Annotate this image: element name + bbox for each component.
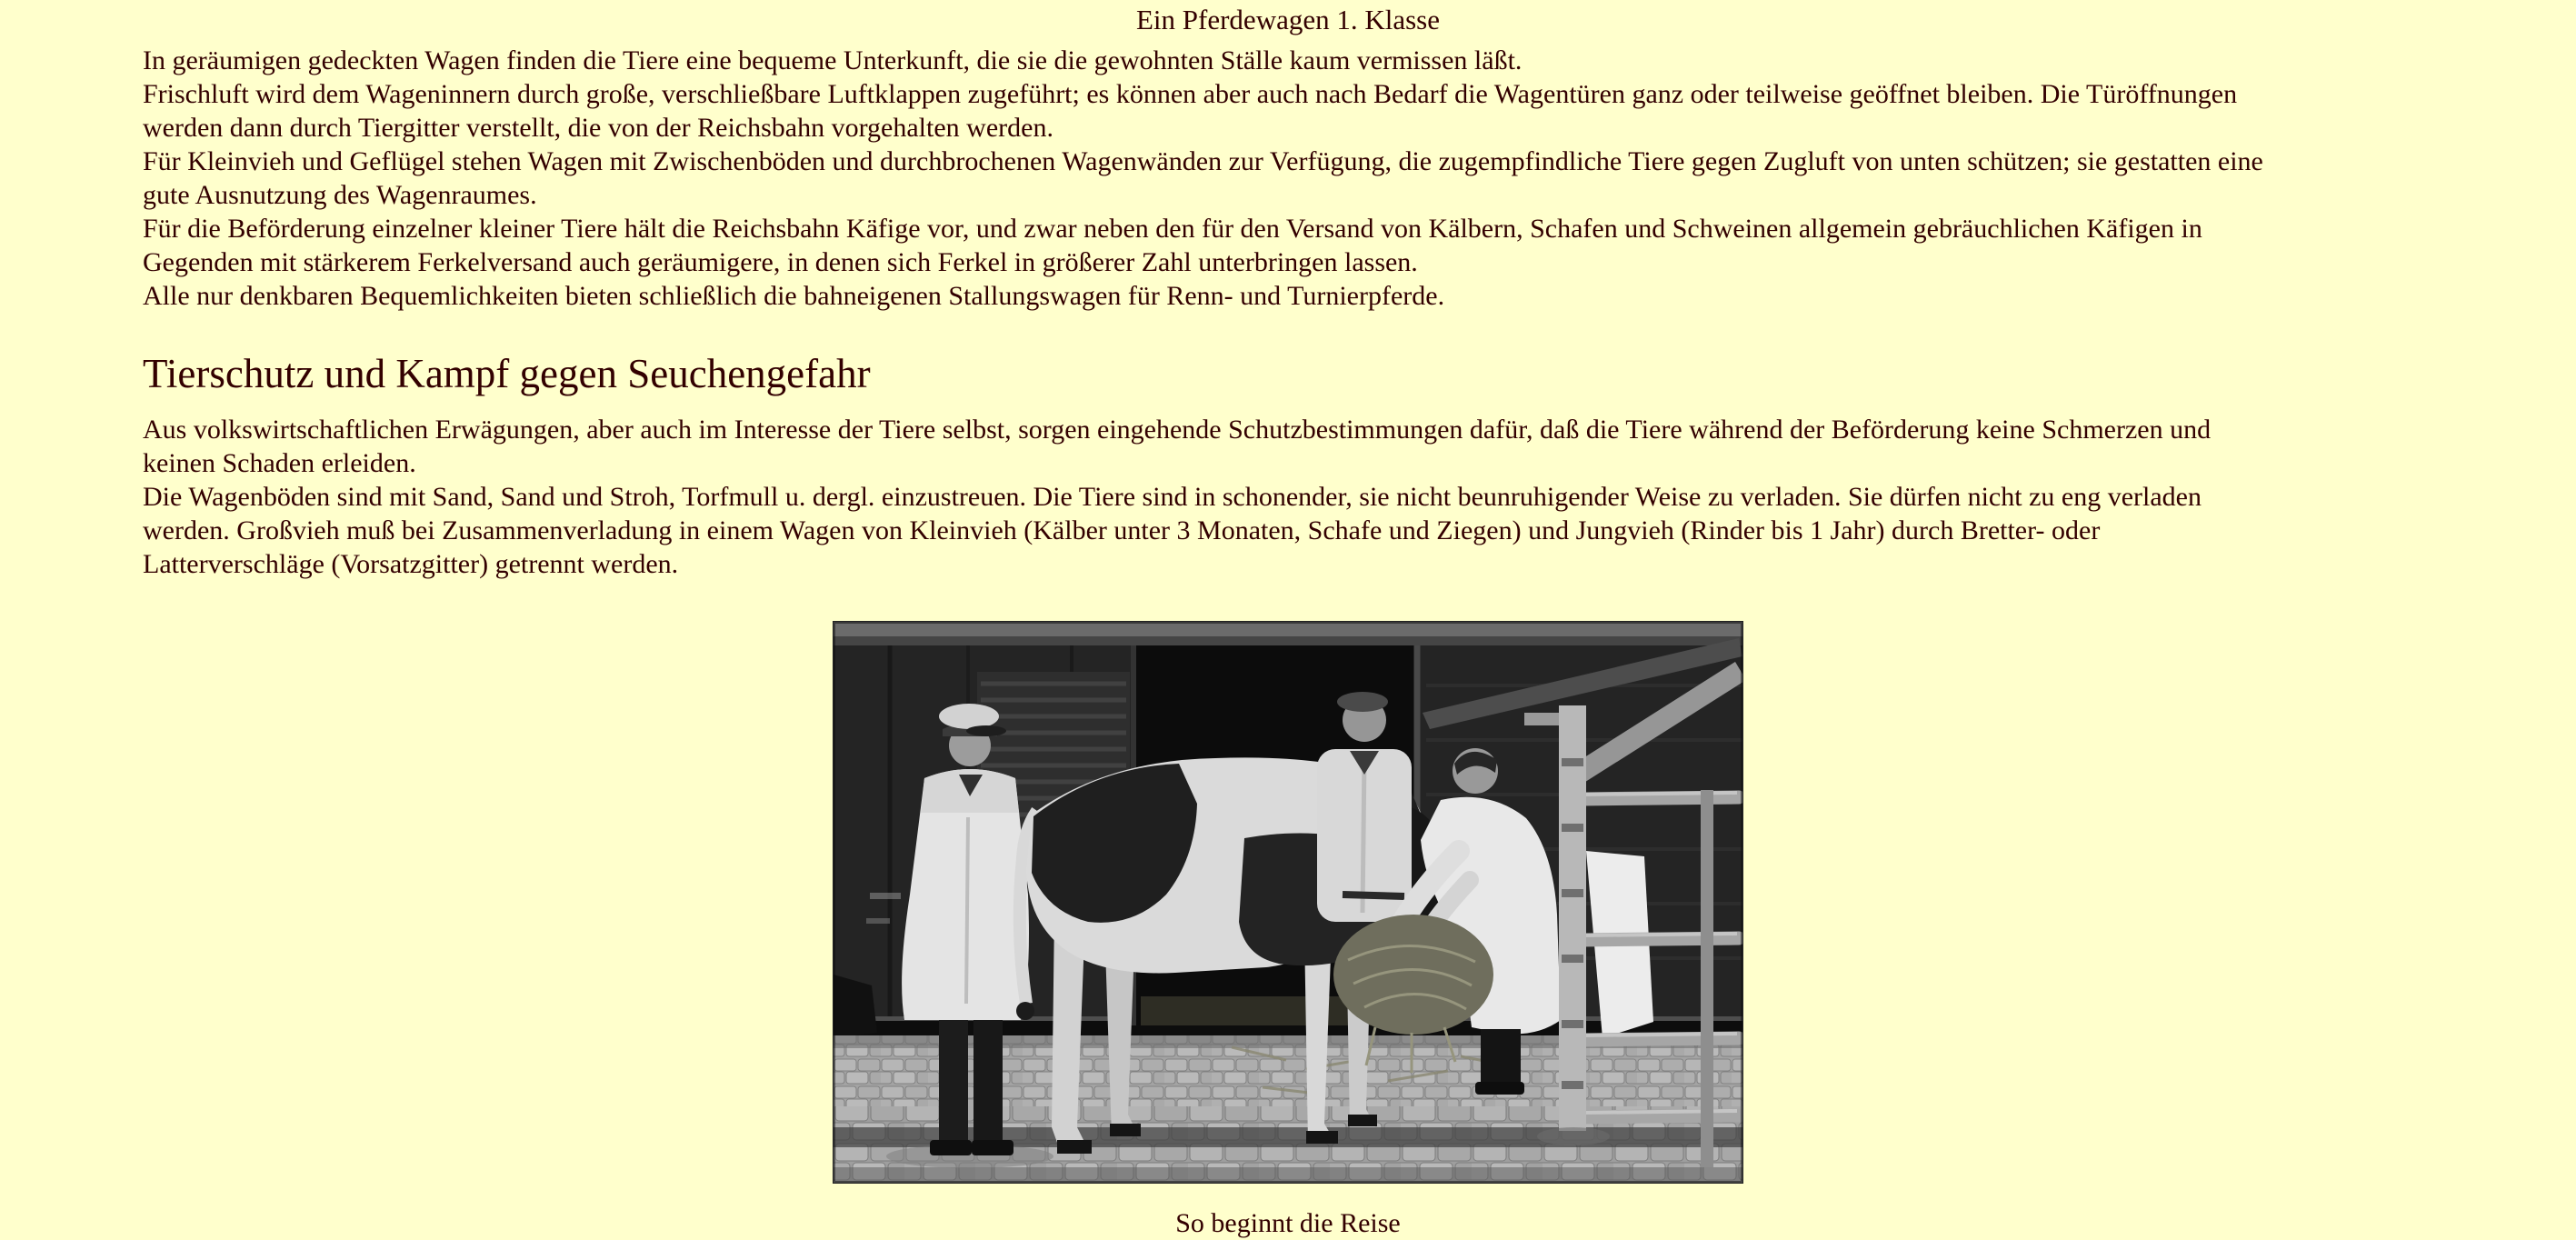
text-line: Frischluft wird dem Wageninnern durch große, verschließbare Luftklappen zugeführt; es können aber auch nach Bedarf die Wagentüren ganz oder teilweise geöffnet bleiben. Die Türöffnungen bbox=[143, 79, 2238, 109]
section-heading: Tierschutz und Kampf gegen Seuchengefahr bbox=[143, 351, 871, 396]
text-line: Für die Beförderung einzelner kleiner Tiere hält die Reichsbahn Käfige vor, und zwar neben den für den Versand von Kälbern, Schafen und Schweinen allgemein gebräuchlichen Käfigen in bbox=[143, 214, 2202, 244]
text-line: werden dann durch Tiergitter verstellt, die von der Reichsbahn vorgehalten werden. bbox=[143, 113, 1053, 143]
text-line: Die Wagenböden sind mit Sand, Sand und Stroh, Torfmull u. dergl. einzustreuen. Die Tiere sind in schonender, sie nicht beunruhigender Weise zu verladen. Sie dürfen nicht zu eng verladen bbox=[143, 482, 2202, 512]
text-line: Aus volkswirtschaftlichen Erwägungen, aber auch im Interesse der Tiere selbst, sorgen eingehende Schutzbestimmungen dafür, daß die Tiere während der Beförderung keine Schmerzen und bbox=[143, 415, 2212, 445]
text-line: Latterverschläge (Vorsatzgitter) getrennt werden. bbox=[143, 549, 679, 579]
intro-paragraph bbox=[143, 44, 2440, 77]
main-text bbox=[143, 44, 2440, 581]
text-line: Gegenden mit stärkerem Ferkelversand auch geräumigere, in denen sich Ferkel in größerer Zahl unterbringen lassen. bbox=[143, 247, 1418, 277]
text-line: Alle nur denkbaren Bequemlichkeiten bieten schließlich die bahneigenen Stallungswagen für Renn- und Turnierpferde. bbox=[143, 281, 1445, 311]
intro-paragraph bbox=[143, 279, 2440, 313]
intro-paragraph bbox=[143, 77, 2440, 145]
page-title: Ein Pferdewagen 1. Klasse bbox=[1135, 4, 1440, 35]
photo-illustration bbox=[834, 622, 1742, 1183]
text-line: In geräumigen gedeckten Wagen finden die Tiere eine bequeme Unterkunft, die sie die gewohnten Ställe kaum vermissen läßt. bbox=[143, 45, 1523, 75]
photo-block bbox=[0, 621, 2576, 1240]
intro-paragraph bbox=[143, 212, 2440, 279]
page bbox=[0, 3, 2576, 1240]
section-paragraph bbox=[143, 480, 2440, 581]
text-line: gute Ausnutzung des Wagenraumes. bbox=[143, 180, 537, 210]
text-line: keinen Schaden erleiden. bbox=[143, 448, 416, 478]
text-line: werden. Großvieh muß bei Zusammenverladung in einem Wagen von Kleinvieh (Kälber unter 3 Monaten, Schafe und Ziegen) und Jungvieh (Rinder bis 1 Jahr) durch Bretter- oder bbox=[143, 515, 2101, 545]
intro-paragraph bbox=[143, 145, 2440, 212]
text-line: Für Kleinvieh und Geflügel stehen Wagen mit Zwischenböden und durchbrochenen Wagenwänden zur Verfügung, die zugempfindliche Tiere gegen Zugluft von unten schützen; sie gestatten eine bbox=[143, 146, 2263, 176]
photo-cattle-loading bbox=[833, 621, 1743, 1184]
photo-caption: So beginnt die Reise bbox=[1175, 1208, 1401, 1238]
section-paragraph bbox=[143, 413, 2440, 480]
